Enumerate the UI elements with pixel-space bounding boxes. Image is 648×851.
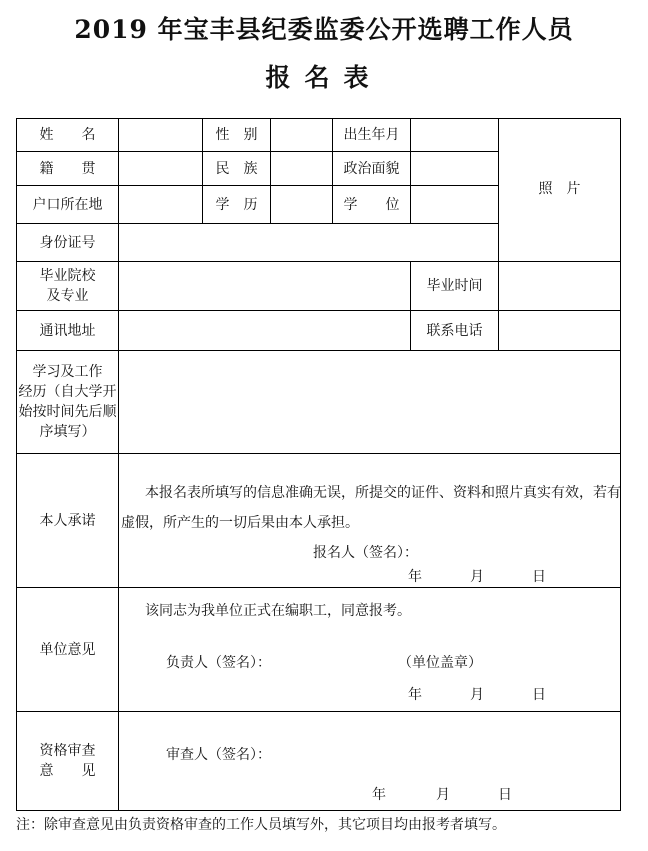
footnote: 注：除审查意见由负责资格审查的工作人员填写外，其它项目均由报考者填写。 [16, 817, 506, 833]
label-address: 通讯地址 [39, 322, 96, 339]
label-history-line1: 学习及工作 [32, 364, 103, 380]
form-subtitle: 报名表 [265, 63, 383, 92]
review-signer: 审查人（签名）： [166, 747, 271, 763]
pledge-text-line1: 本报名表所填写的信息准确无误，所提交的证件、资料和照片真实有效，若有 [145, 485, 621, 501]
label-history-line3: 始按时间先后顺 [18, 404, 117, 420]
pledge-year: 年 [408, 569, 422, 585]
pledge-day: 日 [532, 569, 546, 585]
label-photo: 照 片 [538, 181, 581, 197]
pledge-text-line2: 虚假，所产生的一切后果由本人承担。 [121, 515, 359, 531]
label-history [17, 351, 118, 453]
unit-signer: 负责人（签名）： [166, 655, 271, 671]
label-pledge: 本人承诺 [39, 512, 96, 529]
label-grad-time: 毕业时间 [426, 278, 483, 294]
form-title: 2019 年宝丰县纪委监委公开选聘工作人员 [74, 15, 574, 44]
label-political-status: 政治面貌 [343, 160, 400, 177]
review-day: 日 [498, 787, 512, 803]
label-gender: 性 别 [215, 127, 258, 143]
label-ethnicity: 民 族 [215, 160, 258, 177]
label-phone: 联系电话 [426, 322, 483, 339]
label-degree: 学 位 [343, 196, 400, 213]
label-native-place: 籍 贯 [39, 160, 96, 177]
unit-text: 该同志为我单位正式在编职工，同意报考。 [145, 603, 411, 619]
unit-month: 月 [470, 687, 484, 703]
label-history-line2: 经历（自大学开 [18, 384, 117, 400]
unit-seal: （单位盖章） [398, 655, 482, 671]
pledge-month: 月 [470, 569, 484, 585]
label-school-major-line1: 毕业院校 [39, 268, 96, 284]
label-review-line1: 资格审查 [39, 743, 96, 759]
label-name: 姓 名 [39, 127, 96, 143]
review-month: 月 [436, 787, 450, 803]
unit-day: 日 [532, 687, 546, 703]
label-education: 学 历 [215, 196, 258, 213]
unit-year: 年 [408, 687, 422, 703]
label-school-major [17, 262, 118, 310]
label-birth: 出生年月 [343, 127, 400, 143]
pledge-signer: 报名人（签名）： [313, 545, 418, 561]
label-household: 户口所在地 [32, 196, 103, 213]
label-unit-opinion: 单位意见 [39, 641, 96, 658]
review-year: 年 [372, 787, 386, 803]
label-history-line4: 序填写） [39, 424, 96, 440]
label-school-major-line2: 及专业 [46, 288, 89, 304]
label-review-line2: 意 见 [39, 763, 96, 779]
label-id-number: 身份证号 [39, 234, 96, 251]
label-review [17, 712, 118, 810]
